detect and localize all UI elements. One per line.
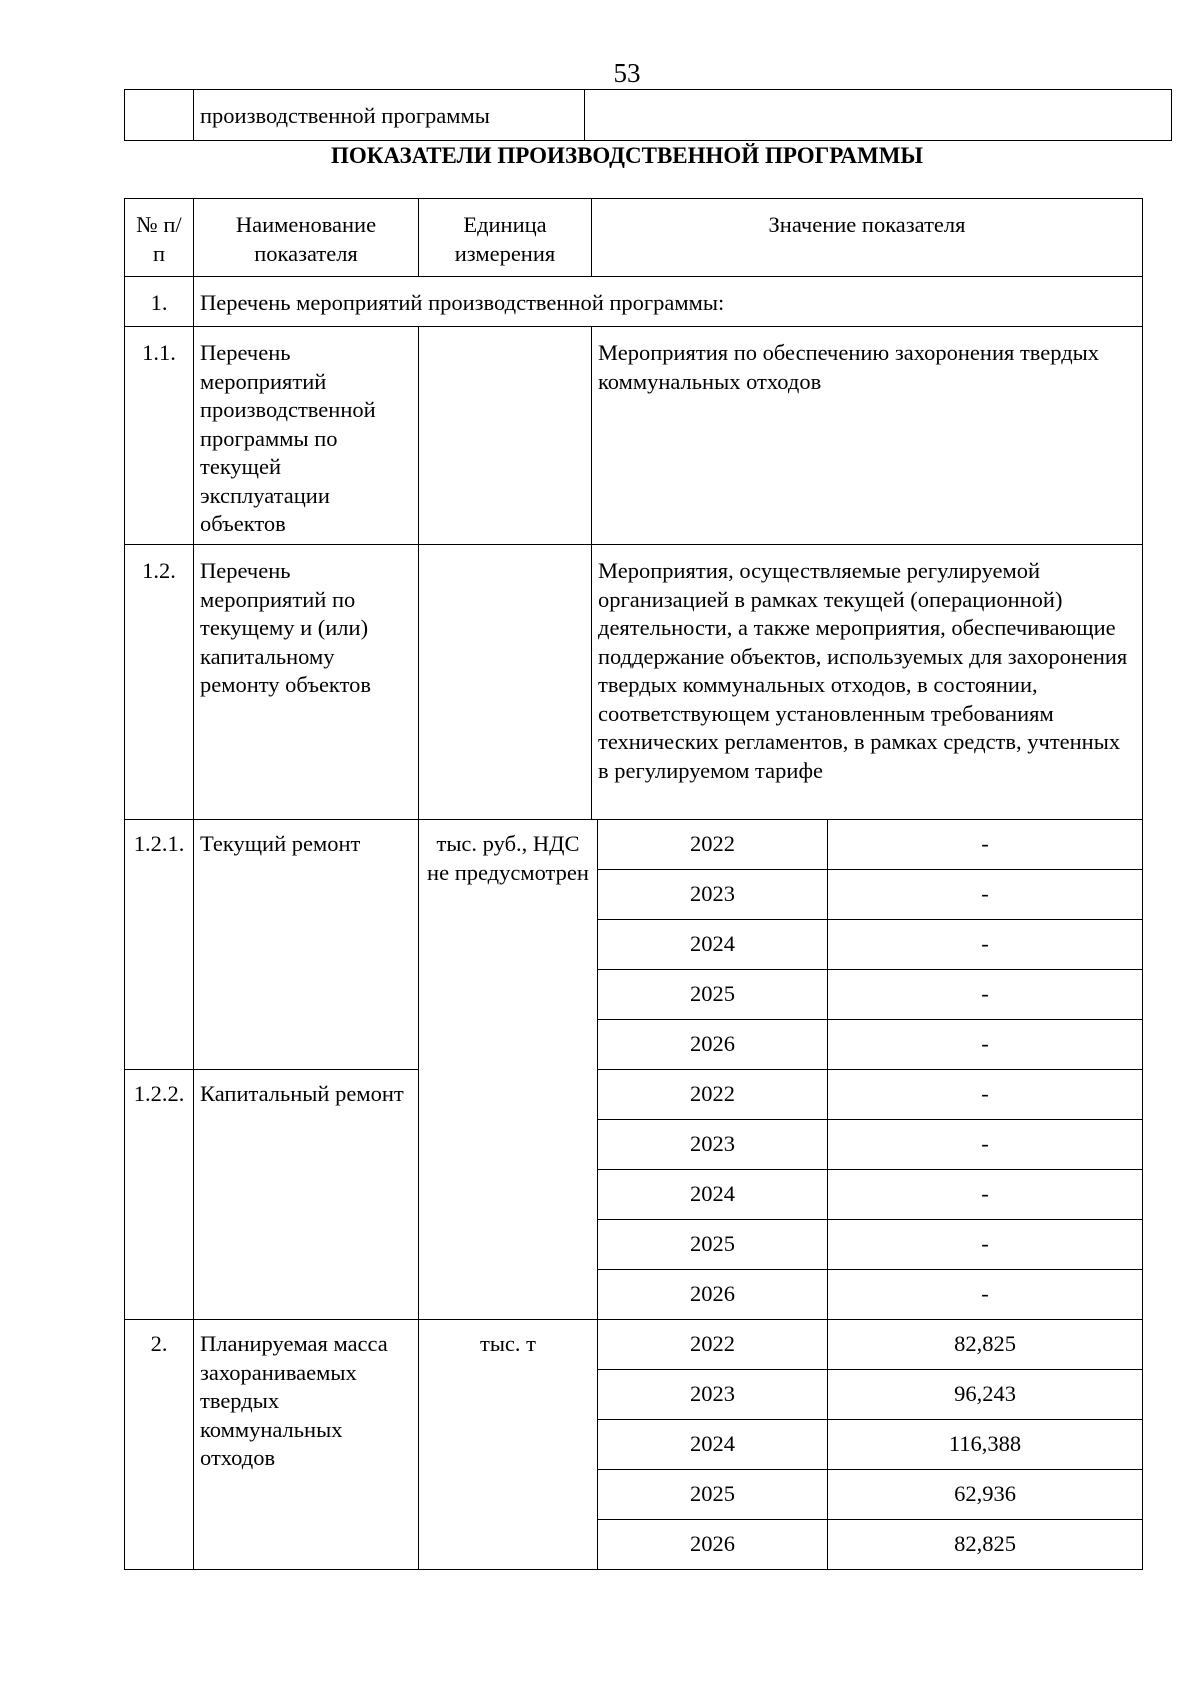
value-cell: - <box>828 1120 1143 1170</box>
row-value: Мероприятия, осуществляемые регулируемой организацией в рамках текущей (операционной) деятельности, а также мероприятия, обеспечивающие поддержание объектов, используемых для захоронения твердых коммунальных отходов, в состоянии, соответствующем установленным требованиям технических регламентов, в рамках средств, учтенных в регулируемом тарифе <box>592 545 1143 820</box>
year-cell: 2023 <box>598 1370 828 1420</box>
header-num: № п/п <box>125 199 194 277</box>
row-unit: тыс. руб., НДС не предусмотрен <box>419 820 598 1320</box>
table-row <box>125 1320 1143 1370</box>
header-name: Наименование показателя <box>194 199 419 277</box>
row-num: 2. <box>125 1320 194 1570</box>
page-number: 53 <box>613 58 641 88</box>
year-cell: 2022 <box>598 820 828 870</box>
value-cell: 82,825 <box>828 1520 1143 1570</box>
year-cell: 2025 <box>598 1470 828 1520</box>
year-cell: 2023 <box>598 1120 828 1170</box>
year-cell: 2024 <box>598 1420 828 1470</box>
value-cell: - <box>828 870 1143 920</box>
row-value: Мероприятия по обеспечению захоронения твердых коммунальных отходов <box>592 327 1143 545</box>
value-cell: - <box>828 1020 1143 1070</box>
row-name: Текущий ремонт <box>194 820 419 1070</box>
table-row <box>125 1070 1143 1120</box>
year-cell: 2026 <box>598 1020 828 1070</box>
year-cell: 2025 <box>598 970 828 1020</box>
continuation-text-cell: производственной программы <box>194 90 585 141</box>
continuation-row <box>125 90 1172 141</box>
year-cell: 2026 <box>598 1520 828 1570</box>
header-unit: Единица измерения <box>419 199 592 277</box>
row-num: 1. <box>125 277 194 327</box>
value-cell: - <box>828 1220 1143 1270</box>
row-num: 1.2. <box>125 545 194 820</box>
continuation-value-cell <box>585 90 1172 141</box>
value-cell: - <box>828 1270 1143 1320</box>
table-row <box>125 545 1143 820</box>
header-value: Значение показателя <box>592 199 1143 277</box>
row-num: 1.2.1. <box>125 820 194 1070</box>
year-cell: 2026 <box>598 1270 828 1320</box>
value-cell: 116,388 <box>828 1420 1143 1470</box>
value-cell: - <box>828 970 1143 1020</box>
section-title: ПОКАЗАТЕЛИ ПРОИЗВОДСТВЕННОЙ ПРОГРАММЫ <box>330 143 923 168</box>
row-name: Планируемая масса захораниваемых твердых коммунальных отходов <box>194 1320 419 1570</box>
row-unit: тыс. т <box>419 1320 598 1570</box>
continuation-num-cell <box>125 90 194 141</box>
year-cell: 2022 <box>598 1070 828 1120</box>
row-num: 1.1. <box>125 327 194 545</box>
row-name: Капитальный ремонт <box>194 1070 419 1320</box>
table-row <box>125 820 1143 870</box>
table-row <box>125 277 1143 327</box>
year-cell: 2024 <box>598 1170 828 1220</box>
value-cell: - <box>828 820 1143 870</box>
table-header-row <box>125 199 1143 277</box>
value-cell: 96,243 <box>828 1370 1143 1420</box>
value-cell: - <box>828 1070 1143 1120</box>
value-cell: 62,936 <box>828 1470 1143 1520</box>
row-name: Перечень мероприятий по текущему и (или) капитальному ремонту объектов <box>194 545 419 820</box>
value-cell: - <box>828 1170 1143 1220</box>
value-cell: 82,825 <box>828 1320 1143 1370</box>
indicators-table <box>124 198 1143 1570</box>
year-cell: 2024 <box>598 920 828 970</box>
row-unit <box>419 327 592 545</box>
table-row <box>125 327 1143 545</box>
row-unit <box>419 545 592 820</box>
year-cell: 2022 <box>598 1320 828 1370</box>
year-cell: 2025 <box>598 1220 828 1270</box>
row-num: 1.2.2. <box>125 1070 194 1320</box>
row-text: Перечень мероприятий производственной программы: <box>194 277 1143 327</box>
continuation-table <box>124 89 1172 141</box>
year-cell: 2023 <box>598 870 828 920</box>
row-name: Перечень мероприятий производственной программы по текущей эксплуатации объектов <box>194 327 419 545</box>
value-cell: - <box>828 920 1143 970</box>
